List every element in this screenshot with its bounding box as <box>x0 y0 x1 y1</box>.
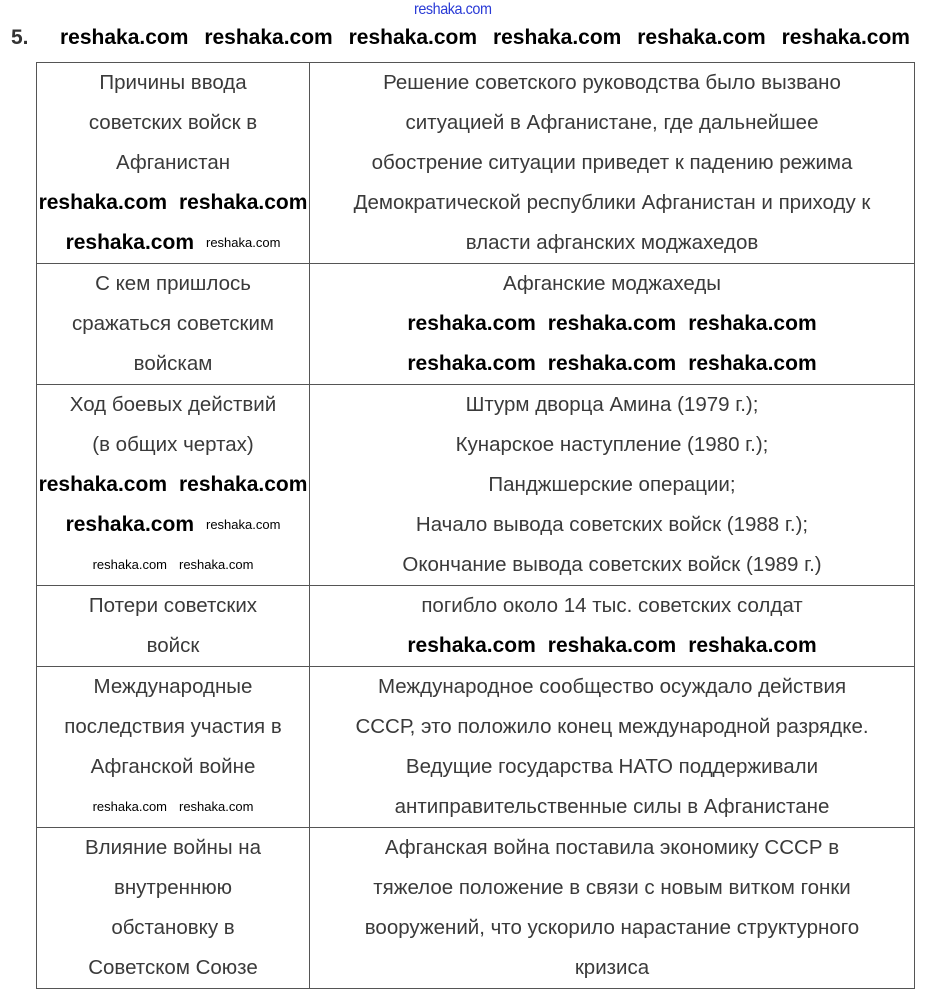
row-label-cell <box>37 586 310 667</box>
task-number: 5. <box>11 26 29 49</box>
text-line: Окончание вывода советских войск (1989 г.) <box>402 553 822 576</box>
text-line: сражаться советским <box>71 312 275 335</box>
watermark: reshaka.com <box>637 26 766 49</box>
watermark-line <box>310 344 914 384</box>
row-label-cell <box>37 63 310 264</box>
text-line: Ход боевых действий <box>69 393 277 416</box>
watermark: reshaka.com <box>547 312 677 335</box>
text-line: Панджшерские операции; <box>488 473 736 496</box>
text-line: Ведущие государства НАТО поддерживали <box>405 755 819 778</box>
text-line: Демократической республики Афганистан и приходу к <box>353 191 871 214</box>
text-line: Афганские моджахеды <box>502 272 722 295</box>
text-line: тяжелое положение в связи с новым витком гонки <box>373 876 851 899</box>
watermark: reshaka.com <box>407 312 536 335</box>
text-line: обстановку в <box>111 916 235 939</box>
watermark: reshaka.com <box>492 26 622 49</box>
watermark: reshaka.com <box>204 26 333 49</box>
text-line: войск <box>146 634 200 657</box>
text-line: войскам <box>133 352 213 375</box>
text-line: власти афганских моджахедов <box>465 231 759 254</box>
watermark: reshaka.com <box>407 634 536 657</box>
table-row <box>37 667 915 828</box>
text-line: Начало вывода советских войск (1988 г.); <box>415 513 809 536</box>
text-line: вооружений, что ускорило нарастание структурного <box>364 916 860 939</box>
text-line: Кунарское наступление (1980 г.); <box>455 433 769 456</box>
row-label-cell <box>37 828 310 989</box>
text-line: внутреннюю <box>113 876 233 899</box>
watermark: reshaka.com <box>179 191 308 214</box>
text-line: Афганистан <box>115 151 231 174</box>
watermark: reshaka.com <box>547 634 677 657</box>
watermark-line <box>37 465 309 505</box>
watermark-small: reshaka.com <box>206 235 281 250</box>
text-line: (в общих чертах) <box>92 433 254 456</box>
row-content-cell <box>310 385 915 586</box>
watermark: reshaka.com <box>348 26 478 49</box>
watermark-line <box>37 223 309 263</box>
text-line: СССР, это положило конец международной разрядке. <box>355 715 869 738</box>
row-content-cell <box>310 63 915 264</box>
watermark: reshaka.com <box>38 473 167 496</box>
text-line: Советском Союзе <box>88 956 258 979</box>
text-line: С кем пришлось <box>95 272 251 295</box>
row-label-cell <box>37 385 310 586</box>
watermark: reshaka.com <box>688 634 817 657</box>
text-line: Влияние войны на <box>84 836 262 859</box>
row-label-cell <box>37 264 310 385</box>
row-label-cell <box>37 667 310 828</box>
watermark: reshaka.com <box>688 312 817 335</box>
row-content-cell <box>310 667 915 828</box>
watermark: reshaka.com <box>60 26 189 49</box>
watermark-strip <box>60 26 910 50</box>
text-line: Штурм дворца Амина (1979 г.); <box>465 393 759 416</box>
watermark: reshaka.com <box>38 191 167 214</box>
watermark-small: reshaka.com <box>92 557 167 572</box>
text-line: Международные <box>93 675 253 698</box>
watermark-small: reshaka.com <box>206 517 281 532</box>
table-row <box>37 63 915 264</box>
watermark-line <box>37 505 309 545</box>
watermark-line <box>37 787 309 827</box>
text-line: антиправительственные силы в Афганистане <box>394 795 830 818</box>
text-line: ситуацией в Афганистане, где дальнейшее <box>405 111 819 134</box>
watermark-small: reshaka.com <box>179 557 254 572</box>
watermark-line <box>310 304 914 344</box>
text-line: погибло около 14 тыс. советских солдат <box>421 594 803 617</box>
watermark: reshaka.com <box>65 231 194 254</box>
row-content-cell <box>310 586 915 667</box>
row-content-cell <box>310 264 915 385</box>
watermark-line <box>310 626 914 666</box>
watermark-line <box>37 183 309 223</box>
watermark: reshaka.com <box>688 352 817 375</box>
text-line: обострение ситуации приведет к падению режима <box>371 151 853 174</box>
watermark-line <box>37 545 309 585</box>
text-line: Афганская война поставила экономику СССР в <box>384 836 840 859</box>
watermark: reshaka.com <box>407 352 536 375</box>
text-line: Потери советских <box>88 594 258 617</box>
watermark: reshaka.com <box>781 26 910 49</box>
text-line: Афганской войне <box>90 755 256 778</box>
text-line: кризиса <box>574 956 650 979</box>
watermark: reshaka.com <box>547 352 677 375</box>
text-line: Причины ввода <box>99 71 247 94</box>
row-content-cell <box>310 828 915 989</box>
table-row <box>37 264 915 385</box>
table-row <box>37 828 915 989</box>
text-line: последствия участия в <box>64 715 282 738</box>
table-row <box>37 385 915 586</box>
table-row <box>37 586 915 667</box>
text-line: советских войск в <box>88 111 258 134</box>
watermark-small: reshaka.com <box>92 799 167 814</box>
watermark: reshaka.com <box>65 513 194 536</box>
answer-table <box>36 62 915 989</box>
text-line: Международное сообщество осуждало действия <box>377 675 847 698</box>
watermark: reshaka.com <box>179 473 308 496</box>
site-logo: reshaka.com <box>414 1 492 18</box>
watermark-small: reshaka.com <box>179 799 254 814</box>
text-line: Решение советского руководства было вызвано <box>383 71 841 94</box>
